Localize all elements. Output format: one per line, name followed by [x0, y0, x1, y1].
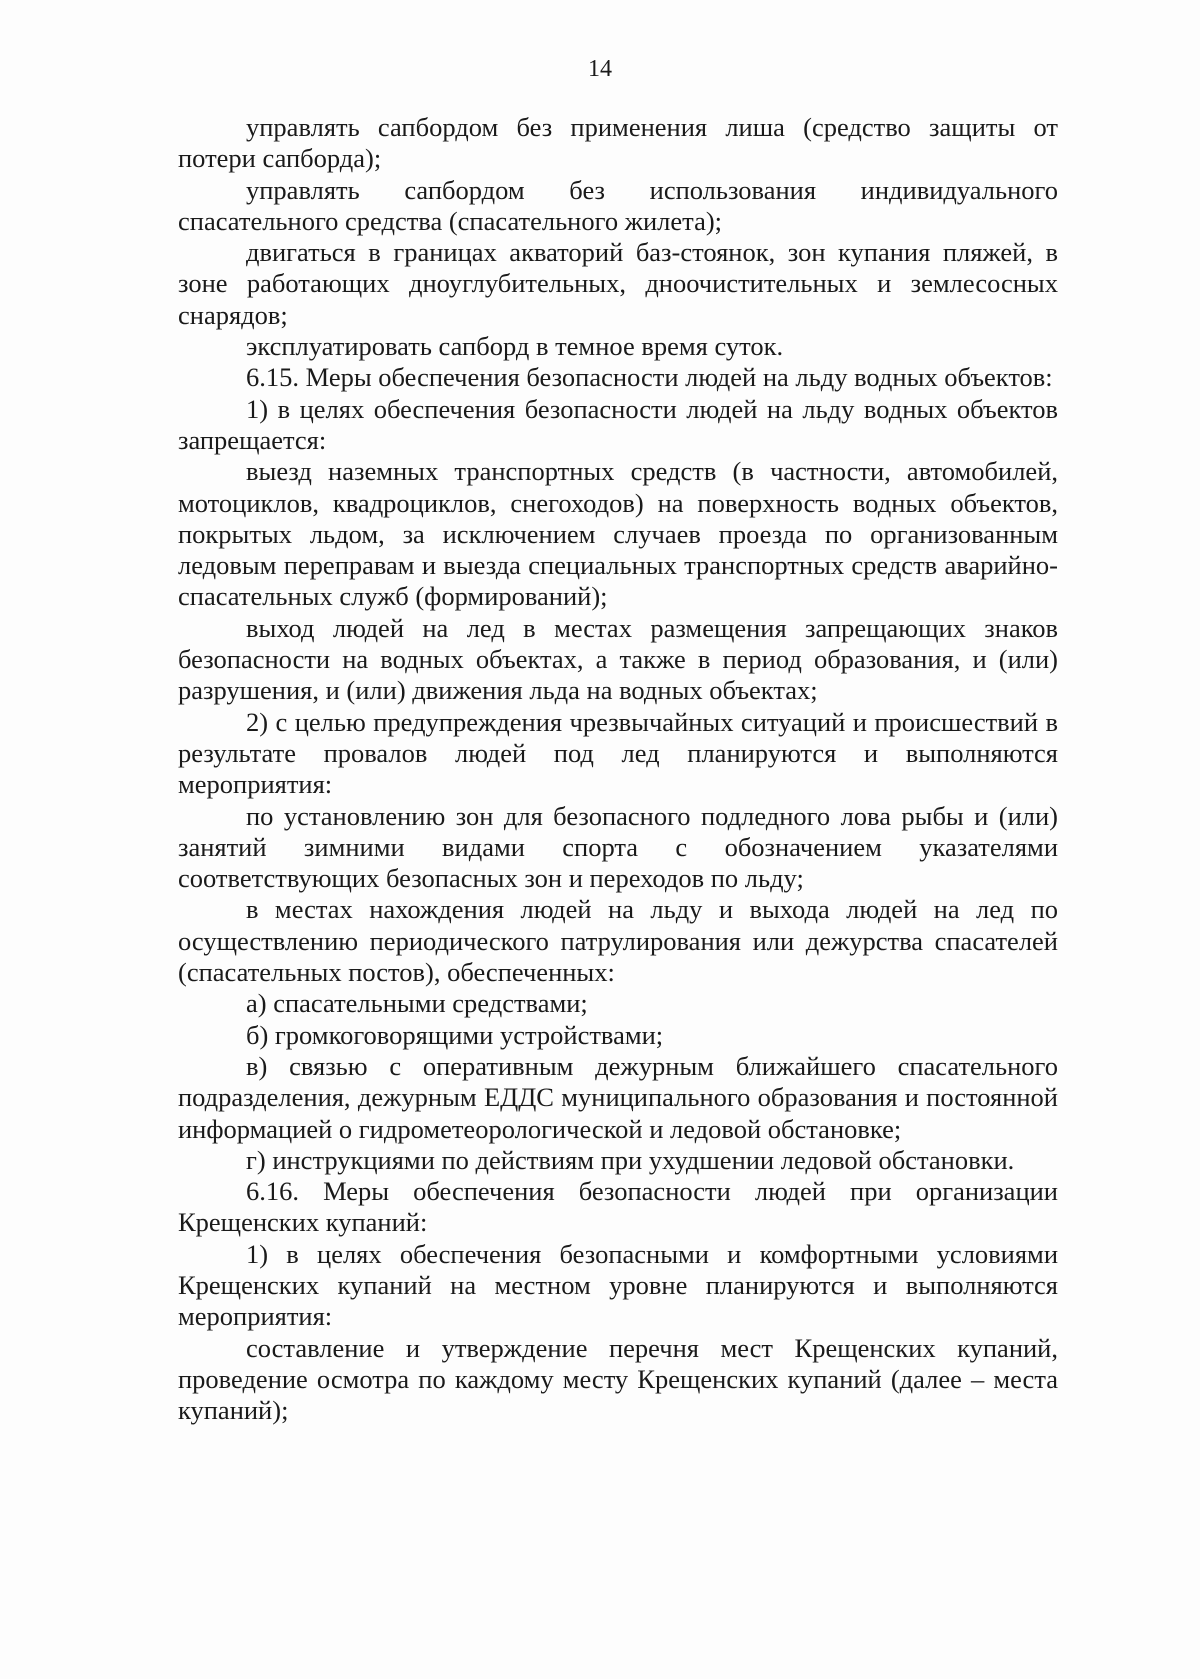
- list-item: б) громкоговорящими устройствами;: [246, 1019, 664, 1050]
- list-item: г) инструкциями по действиям при ухудшении ледовой обстановки.: [246, 1144, 1015, 1175]
- section-heading-6-16: 6.16. Меры обеспечения безопасности людей при организации Крещенских купаний:: [178, 1176, 1058, 1238]
- list-item: а) спасательными средствами;: [246, 988, 588, 1019]
- paragraph: по установлению зон для безопасного подледного лова рыбы и (или) занятий зимними видами спорта с обозначением указателями соответствующих безопасных зон и переходов по льду;: [178, 800, 1058, 894]
- document-body: [178, 112, 1058, 1426]
- paragraph: выход людей на лед в местах размещения запрещающих знаков безопасности на водных объектах, а также в период образования, и (или) разрушения, и (или) движения льда на водных объектах;: [178, 612, 1058, 706]
- page-number: 14: [588, 56, 612, 82]
- paragraph: управлять сапбордом без использования индивидуального спасательного средства (спасательного жилета);: [178, 174, 1058, 236]
- list-item: в) связью с оперативным дежурным ближайшего спасательного подразделения, дежурным ЕДДС муниципального образования и постоянной информацией о гидрометеорологической и ледовой обстановке;: [178, 1050, 1058, 1144]
- section-heading-6-15: 6.15. Меры обеспечения безопасности людей на льду водных объектов:: [246, 362, 1053, 393]
- paragraph: управлять сапбордом без применения лиша (средство защиты от потери сапборда);: [178, 112, 1058, 174]
- paragraph: 1) в целях обеспечения безопасными и комфортными условиями Крещенских купаний на местном уровне планируются и выполняются мероприятия:: [178, 1238, 1058, 1332]
- paragraph: 2) с целью предупреждения чрезвычайных ситуаций и происшествий в результате провалов людей под лед планируются и выполняются мероприятия:: [178, 706, 1058, 800]
- paragraph: в местах нахождения людей на льду и выхода людей на лед по осуществлению периодического патрулирования или дежурства спасателей (спасательных постов), обеспеченных:: [178, 894, 1058, 988]
- paragraph: эксплуатировать сапборд в темное время суток.: [246, 331, 784, 362]
- paragraph: выезд наземных транспортных средств (в частности, автомобилей, мотоциклов, квадроциклов, снегоходов) на поверхность водных объектов, покрытых льдом, за исключением случаев проезда по организованным ледовым переправам и выезда специальных транспортных средств аварийно-спасательных служб (формирований);: [178, 456, 1058, 612]
- paragraph: составление и утверждение перечня мест Крещенских купаний, проведение осмотра по каждому месту Крещенских купаний (далее – места купаний);: [178, 1332, 1058, 1426]
- paragraph: 1) в целях обеспечения безопасности людей на льду водных объектов запрещается:: [178, 393, 1058, 455]
- paragraph: двигаться в границах акваторий баз-стоянок, зон купания пляжей, в зоне работающих дноуглубительных, дноочистительных и землесосных снарядов;: [178, 237, 1058, 330]
